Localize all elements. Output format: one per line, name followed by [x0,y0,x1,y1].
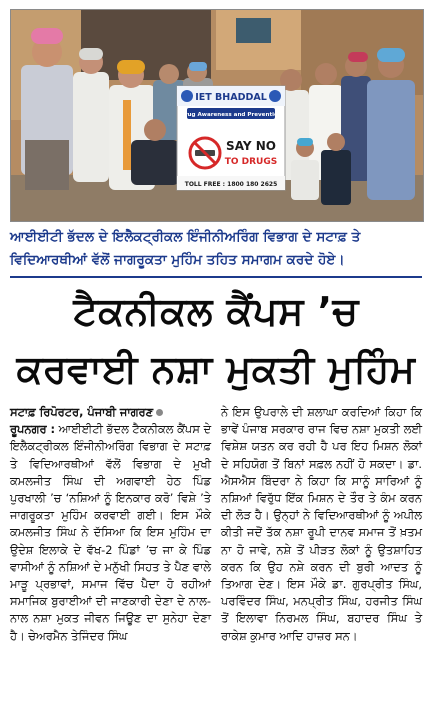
article-dateline [10,404,211,421]
banner-subtitle: Drug Awareness and Prevention [180,112,282,118]
article-headline [10,282,422,398]
no-drugs-icon [190,138,220,168]
bullet-dot-icon [156,409,163,416]
banner-slogan-bottom: TO DRUGS [224,157,278,167]
section-divider [10,276,422,278]
headline-line-1: ਟੈਕਨੀਕਲ ਕੈਂਪਸ ’ਚ [73,289,359,333]
banner-slogan-top: SAY NO [226,139,276,153]
column-1-text: ਆਈਈਟੀ ਭੱਦਲ ਟੈਕਨੀਕਲ ਕੈਂਪਸ ਦੇ ਇਲੈਕਟ੍ਰੀਕਲ ਇੰਜੀਨੀਅਰਿੰਗ ਵਿਭਾਗ ਦੇ ਸਟਾਫ਼ ਤੇ ਵਿਦਿਆਰਥੀਆਂ ਵੱਲੋਂ ਵਿਭਾਗ ਦੇ ਮੁਖੀ ਕਮਲਜੀਤ ਸਿੰਘ ਦੀ ਅਗਵਾਈ ਹੇਠ ਪਿੰਡ ਪੁਰਖਾਲੀ ’ਚ ‘ਨਸ਼ਿਆਂ ਨੂੰ ਇਨਕਾਰ ਕਰੋ’ ਵਿਸ਼ੇ ’ਤੇ ਜਾਗਰੂਕਤਾ ਮੁਹਿੰਮ ਕਰਵਾਈ ਗਈ। ਇਸ ਮੌਕੇ ਕਮਲਜੀਤ ਸਿੰਘ ਨੇ ਦੱਸਿਆ ਕਿ ਇਸ ਮੁਹਿੰਮ ਦਾ ਉਦੇਸ਼ ਇਲਾਕੇ ਦੇ ਵੱਖ-2 ਪਿੰਡਾਂ ’ਚ ਜਾ ਕੇ ਪਿੰਡ ਵਾਸੀਆਂ ਨੂੰ ਨਸ਼ਿਆਂ ਦੇ ਮਨੁੱਖੀ ਸਿਹਤ ਤੇ ਪੈਣ ਵਾਲੇ ਮਾੜੂ ਪ੍ਰਭਾਵਾਂ, ਸਮਾਜ ਵਿੱਚ ਪੈਦਾ ਹੋ ਰਹੀਆਂ ਸਮਾਜਿਕ ਬੁਰਾਈਆਂ ਦੀ ਜਾਣਕਾਰੀ ਦੇਣਾ ਦੇ ਨਾਲ-ਨਾਲ ਨਸ਼ਾ ਮੁਕਤ ਜੀਵਨ ਜਿਊਣ ਦਾ ਸੁਨੇਹਾ ਦੇਣਾ ਹੈ। ਚੇਅਰਮੈਨ ਤੇਜਿੰਦਰ ਸਿੰਘ [10,422,211,643]
awareness-banner [177,86,285,190]
banner-org: IET BHADDAL [195,92,267,103]
article-body [10,404,422,716]
article-column-2 [221,404,422,716]
news-photo [10,9,424,222]
article-place: ਰੂਪਨਗਰ : [10,422,56,437]
headline-line-2: ਕਰਵਾਈ ਨਸ਼ਾ ਮੁਕਤੀ ਮੁਹਿੰਮ [16,347,416,391]
article-column-1 [10,404,211,716]
photo-caption: ਆਈਈਟੀ ਭੱਦਲ ਦੇ ਇਲੈਕਟ੍ਰੀਕਲ ਇੰਜੀਨੀਅਰਿੰਗ ਵਿਭਾਗ ਦੇ ਸਟਾਫ਼ ਤੇ ਵਿਦਿਆਰਥੀਆਂ ਵੱਲੋਂ ਜਾਗਰੂਕਤਾ ਮੁਹਿੰਮ ਤਹਿਤ ਸਮਾਗਮ ਕਰਦੇ ਹੋਏ। [10,229,361,268]
banner-helpline: TOLL FREE : 1800 180 2625 [184,181,278,188]
column-2-text: ਨੇ ਇਸ ਉਪਰਾਲੇ ਦੀ ਸ਼ਲਾਘਾ ਕਰਦਿਆਂ ਕਿਹਾ ਕਿ ਭਾਵੇਂ ਪੰਜਾਬ ਸਰਕਾਰ ਰਾਜ ਵਿਚ ਨਸ਼ਾ ਮੁਕਤੀ ਲਈ ਵਿਸ਼ੇਸ਼ ਯਤਨ ਕਰ ਰਹੀ ਹੈ ਪਰ ਇਹ ਮਿਸ਼ਨ ਲੋਕਾਂ ਦੇ ਸਹਿਯੋਗ ਤੋਂ ਬਿਨਾਂ ਸਫ਼ਲ ਨਹੀਂ ਹੋ ਸਕਦਾ। ਡਾ. ਐਸਐਸ ਬਿੰਦਰਾ ਨੇ ਕਿਹਾ ਕਿ ਸਾਨੂੰ ਸਾਰਿਆਂ ਨੂੰ ਨਸ਼ਿਆਂ ਵਿਰੁੱਧ ਇੱਕ ਮਿਸ਼ਨ ਦੇ ਤੌਰ ਤੇ ਕੰਮ ਕਰਨ ਦੀ ਲੋੜ ਹੈ। ਉਨ੍ਹਾਂ ਨੇ ਵਿਦਿਆਰਥੀਆਂ ਨੂੰ ਅਪੀਲ ਕੀਤੀ ਜਦੋਂ ਤੱਕ ਨਸ਼ਾ ਰੂਪੀ ਦਾਨਵ ਸਮਾਜ ਤੋਂ ਖ਼ਤਮ ਨਾ ਹੋ ਜਾਵੇ, ਨਸ਼ੇ ਤੋਂ ਪੀੜਤ ਲੋਕਾਂ ਨੂੰ ਉਤਸ਼ਾਹਿਤ ਕਰਨ ਕਿ ਉਹ ਨਸ਼ੇ ਕਰਨ ਦੀ ਬੁਰੀ ਆਦਤ ਨੂੰ ਤਿਆਗ ਦੇਣ। ਇਸ ਮੌਕੇ ਡਾ. ਗੁਰਪ੍ਰੀਤ ਸਿੰਘ, ਪਰਵਿੰਦਰ ਸਿੰਘ, ਮਨਪ੍ਰੀਤ ਸਿੰਘ, ਹਰਜੀਤ ਸਿੰਘ ਤੋਂ ਇਲਾਵਾ ਨਿਰਮਲ ਸਿੰਘ, ਬਹਾਦਰ ਸਿੰਘ ਤੇ ਰਾਕੇਸ਼ ਕੁਮਾਰ ਆਦਿ ਹਾਜ਼ਰ ਸਨ। [221,405,422,643]
dateline-text: ਸਟਾਫ਼ ਰਿਪੋਰਟਰ, ਪੰਜਾਬੀ ਜਾਗਰਣ [10,405,154,419]
